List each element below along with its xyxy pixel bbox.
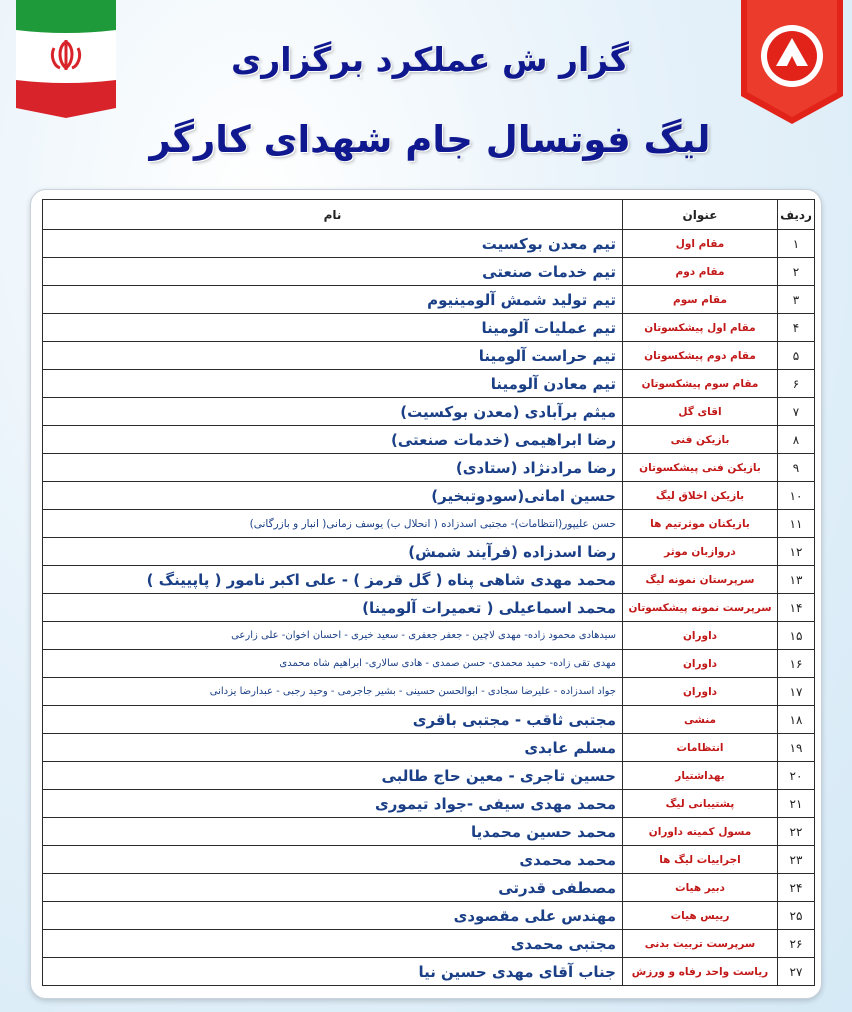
table-row bbox=[43, 930, 815, 958]
table-row bbox=[43, 314, 815, 342]
table-row bbox=[43, 846, 815, 874]
row-name: تیم معادن آلومینا bbox=[43, 370, 623, 398]
row-index: ۱۷ bbox=[778, 678, 815, 706]
row-role: بازیکن فنی پیشکسوتان bbox=[623, 454, 778, 482]
row-name: مجتبی ثاقب - مجتبی باقری bbox=[43, 706, 623, 734]
row-index: ۱۰ bbox=[778, 482, 815, 510]
row-name: تیم تولید شمش آلومینیوم bbox=[43, 286, 623, 314]
row-index: ۲۶ bbox=[778, 930, 815, 958]
iran-flag-icon bbox=[14, 0, 118, 118]
row-name: محمد محمدی bbox=[43, 846, 623, 874]
row-name: محمد اسماعیلی ( تعمیرات آلومینا) bbox=[43, 594, 623, 622]
row-role: سرپرست تربیت بدنی bbox=[623, 930, 778, 958]
table-row bbox=[43, 482, 815, 510]
row-name: محمد مهدی شاهی پناه ( گل قرمز ) - علی اکبر نامور ( پاپیینگ ) bbox=[43, 566, 623, 594]
table-row bbox=[43, 678, 815, 706]
table-row bbox=[43, 370, 815, 398]
row-name: جناب آقای مهدی حسین نیا bbox=[43, 958, 623, 986]
row-role: رییس هیات bbox=[623, 902, 778, 930]
row-name: رضا مرادنژاد (ستادی) bbox=[43, 454, 623, 482]
row-index: ۲۷ bbox=[778, 958, 815, 986]
row-name: سیدهادی محمود زاده- مهدی لاچین - جعفر جعفری - سعید خیری - احسان اخوان- علی زارعی bbox=[43, 622, 623, 650]
page-subtitle: لیگ فوتسال جام شهدای کارگر bbox=[149, 118, 711, 161]
table-row bbox=[43, 230, 815, 258]
row-index: ۲۰ bbox=[778, 762, 815, 790]
row-index: ۱۴ bbox=[778, 594, 815, 622]
row-index: ۲۲ bbox=[778, 818, 815, 846]
row-role: مقام دوم bbox=[623, 258, 778, 286]
row-index: ۵ bbox=[778, 342, 815, 370]
row-index: ۱۹ bbox=[778, 734, 815, 762]
table-row bbox=[43, 398, 815, 426]
row-name: تیم عملیات آلومینا bbox=[43, 314, 623, 342]
row-name: مجتبی محمدی bbox=[43, 930, 623, 958]
row-role: بازیکن اخلاق لیگ bbox=[623, 482, 778, 510]
row-role: بازیکن فنی bbox=[623, 426, 778, 454]
row-name: محمد حسین محمدیا bbox=[43, 818, 623, 846]
row-name: مسلم عابدی bbox=[43, 734, 623, 762]
row-index: ۱۶ bbox=[778, 650, 815, 678]
table-row bbox=[43, 790, 815, 818]
row-index: ۷ bbox=[778, 398, 815, 426]
row-role: پشتیبانی لیگ bbox=[623, 790, 778, 818]
table-row bbox=[43, 594, 815, 622]
table-row bbox=[43, 902, 815, 930]
row-role: مسول کمیته داوران bbox=[623, 818, 778, 846]
row-role: بازیکنان موثرتیم ها bbox=[623, 510, 778, 538]
row-index: ۲ bbox=[778, 258, 815, 286]
row-role: انتظامات bbox=[623, 734, 778, 762]
row-index: ۲۴ bbox=[778, 874, 815, 902]
row-index: ۲۵ bbox=[778, 902, 815, 930]
table-row bbox=[43, 454, 815, 482]
header-index: ردیف bbox=[778, 200, 815, 230]
table-row bbox=[43, 650, 815, 678]
row-role: سرپرستان نمونه لیگ bbox=[623, 566, 778, 594]
table-row bbox=[43, 958, 815, 986]
report-table bbox=[42, 199, 815, 986]
row-role: داوران bbox=[623, 622, 778, 650]
table-row bbox=[43, 706, 815, 734]
table-row bbox=[43, 538, 815, 566]
row-role: مقام دوم پیشکسوتان bbox=[623, 342, 778, 370]
table-row bbox=[43, 426, 815, 454]
row-role: مقام سوم پیشکسوتان bbox=[623, 370, 778, 398]
table-row bbox=[43, 622, 815, 650]
table-row bbox=[43, 342, 815, 370]
row-index: ۲۳ bbox=[778, 846, 815, 874]
row-name: تیم معدن بوکسیت bbox=[43, 230, 623, 258]
row-name: جواد اسدزاده - علیرضا سجادی - ابوالحسن حسینی - بشیر جاجرمی - وحید رجبی - عبدارضا یزدانی bbox=[43, 678, 623, 706]
row-role: اجراییات لیگ ها bbox=[623, 846, 778, 874]
row-index: ۸ bbox=[778, 426, 815, 454]
row-name: محمد مهدی سیفی -جواد تیموری bbox=[43, 790, 623, 818]
row-role: مقام سوم bbox=[623, 286, 778, 314]
table-row bbox=[43, 258, 815, 286]
row-name: حسن علیپور(انتظامات)- مجتبی اسدزاده ( انحلال ب) یوسف زمانی( انبار و بازرگانی) bbox=[43, 510, 623, 538]
row-name: تیم حراست آلومینا bbox=[43, 342, 623, 370]
row-name: رضا ابراهیمی (خدمات صنعتی) bbox=[43, 426, 623, 454]
organization-logo-icon bbox=[741, 0, 843, 124]
row-index: ۶ bbox=[778, 370, 815, 398]
row-index: ۴ bbox=[778, 314, 815, 342]
row-name: رضا اسدزاده (فرآیند شمش) bbox=[43, 538, 623, 566]
row-name: میثم برآبادی (معدن بوکسیت) bbox=[43, 398, 623, 426]
header-name: نام bbox=[43, 200, 623, 230]
table-row bbox=[43, 510, 815, 538]
table-header-row bbox=[43, 200, 815, 230]
row-role: بهداشتیار bbox=[623, 762, 778, 790]
row-index: ۳ bbox=[778, 286, 815, 314]
row-index: ۲۱ bbox=[778, 790, 815, 818]
header-role: عنوان bbox=[623, 200, 778, 230]
row-role: دبیر هیات bbox=[623, 874, 778, 902]
row-role: مقام اول پیشکسوتان bbox=[623, 314, 778, 342]
row-index: ۱۵ bbox=[778, 622, 815, 650]
row-name: تیم خدمات صنعتی bbox=[43, 258, 623, 286]
table-row bbox=[43, 874, 815, 902]
row-name: مصطفی قدرتی bbox=[43, 874, 623, 902]
row-index: ۱۱ bbox=[778, 510, 815, 538]
table-row bbox=[43, 762, 815, 790]
row-role: سرپرست نمونه پیشکسوتان bbox=[623, 594, 778, 622]
row-index: ۱۲ bbox=[778, 538, 815, 566]
row-index: ۹ bbox=[778, 454, 815, 482]
table-row bbox=[43, 818, 815, 846]
row-index: ۱ bbox=[778, 230, 815, 258]
row-name: حسین امانی(سودوتبخیر) bbox=[43, 482, 623, 510]
row-role: اقای گل bbox=[623, 398, 778, 426]
row-role: ریاست واحد رفاه و ورزش bbox=[623, 958, 778, 986]
page-title: گزار ش عملکرد برگزاری bbox=[230, 40, 629, 79]
row-index: ۱۸ bbox=[778, 706, 815, 734]
table-row bbox=[43, 566, 815, 594]
row-role: مقام اول bbox=[623, 230, 778, 258]
row-role: دروازبان موثر bbox=[623, 538, 778, 566]
row-role: منشی bbox=[623, 706, 778, 734]
row-index: ۱۳ bbox=[778, 566, 815, 594]
row-name: حسین تاجری - معین حاج طالبی bbox=[43, 762, 623, 790]
row-role: داوران bbox=[623, 678, 778, 706]
table-row bbox=[43, 734, 815, 762]
row-name: مهندس علی مقصودی bbox=[43, 902, 623, 930]
row-role: داوران bbox=[623, 650, 778, 678]
row-name: مهدی تقی زاده- حمید محمدی- حسن صمدی - هادی سالاری- ابراهیم شاه محمدی bbox=[43, 650, 623, 678]
table-row bbox=[43, 286, 815, 314]
